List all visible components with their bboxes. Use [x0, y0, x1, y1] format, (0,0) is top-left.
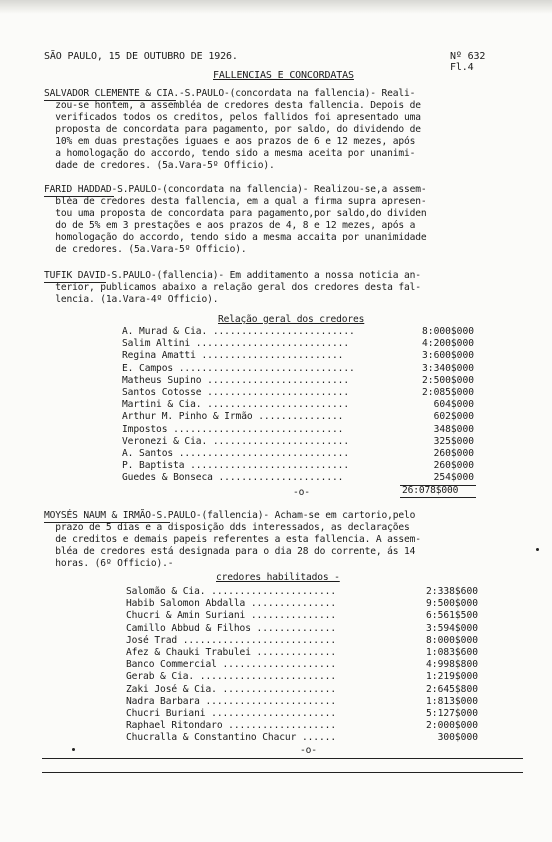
notice-line: verificados todos os creditos, pelos fallidos foi apresentado uma — [44, 112, 421, 123]
creditor-row — [0, 387, 552, 399]
creditor-name: Matheus Supino ......................... — [122, 374, 350, 386]
creditor-name: Banco Commercial .................... — [126, 659, 337, 671]
creditor-name: Zaki José & Cia. .................... — [126, 683, 337, 695]
creditor-row — [0, 436, 552, 448]
creditor-amount: 1:219$000 — [426, 671, 478, 683]
creditor-name: Impostos .............................. — [122, 423, 344, 435]
header-number: Nº 632 — [450, 51, 486, 62]
creditor-name: Habib Salomon Abdalla ............... — [126, 598, 337, 610]
list-separator: -o- — [293, 487, 310, 498]
creditor-name: Nadra Barbara ....................... — [126, 695, 337, 707]
creditor-row — [0, 671, 552, 683]
bottom-rule — [42, 772, 523, 773]
creditor-name: A. Murad & Cia. ......................... — [122, 326, 355, 337]
creditor-amount: 604$000 — [433, 399, 474, 411]
creditor-row — [0, 326, 552, 338]
creditor-row — [0, 623, 552, 635]
creditor-name: A. Santos .............................. — [122, 448, 350, 459]
creditor-name: Raphael Ritondaro ................... — [126, 720, 337, 732]
creditor-row — [0, 659, 552, 671]
creditor-row — [0, 610, 552, 622]
notice-line: MOYSÉS NAUM & IRMÃO-S.PAULO-(fallencia)- Acham-se em cartorio,pelo — [44, 510, 416, 521]
creditor-amount: 260$000 — [433, 448, 474, 459]
creditor-amount: 1:083$600 — [426, 647, 478, 658]
creditor-row — [0, 375, 552, 387]
notice-line: FARID HADDAD-S.PAULO-(concordata na fallencia)- Realizou-se,a assem- — [44, 184, 427, 195]
creditors-total: 26:078$000 — [402, 485, 459, 496]
creditor-name: Regina Amatti ......................... — [122, 350, 344, 362]
creditor-amount: 6:561$500 — [426, 610, 478, 622]
creditor-row — [0, 424, 552, 436]
creditor-amount: 2:085$000 — [422, 387, 474, 398]
creditor-row — [0, 460, 552, 472]
header-date: SÃO PAULO, 15 DE OUTUBRO DE 1926. — [44, 51, 238, 62]
notice-line: de creditos e demais papeis referentes a esta fallencia. A assem- — [44, 534, 421, 545]
creditor-name: Salim Altini ........................... — [122, 338, 350, 350]
creditor-name: E. Campos ............................... — [122, 362, 355, 374]
creditor-name: Guedes & Bonseca ...................... — [122, 472, 344, 484]
notice-line: tou uma proposta de concordata para pagamento,por saldo,do dividen — [44, 208, 427, 219]
notice-line: bléa de credores desta fallencia, em a qual a firma supra apresen- — [44, 196, 427, 207]
name-underline — [44, 522, 170, 523]
creditor-row — [0, 448, 552, 460]
scan-mark — [72, 748, 75, 751]
creditor-name: Chucri & Amin Suriani ............... — [126, 610, 337, 622]
notice-line: de credores. (5a.Vara-5º Officio). — [44, 244, 247, 255]
creditor-row — [0, 472, 552, 484]
section-title: FALLENCIAS E CONCORDATAS — [213, 70, 354, 81]
list-separator: -o- — [300, 745, 317, 756]
creditor-amount: 8:000$000 — [422, 326, 474, 337]
creditor-name: Chucri Buriani ...................... — [126, 708, 337, 719]
creditor-row — [0, 635, 552, 647]
creditor-amount: 254$000 — [433, 472, 474, 484]
creditor-row — [0, 696, 552, 708]
notice-line: terior, publicamos abaixo a relação geral dos credores desta fal- — [44, 282, 421, 293]
creditor-amount: 3:340$000 — [422, 362, 474, 374]
creditor-amount: 4:998$800 — [426, 659, 478, 671]
notice-line: proposta de concordata para pagamento, por saldo, do dividendo de — [44, 124, 421, 135]
creditor-row — [0, 598, 552, 610]
scan-mark — [536, 548, 539, 551]
creditor-row — [0, 350, 552, 362]
notice-line: horas. (6º Officio).- — [44, 558, 174, 569]
creditor-amount: 9:500$000 — [426, 598, 478, 610]
creditor-amount: 348$000 — [433, 423, 474, 435]
creditor-row — [0, 586, 552, 598]
creditor-name: Gerab & Cia. ........................ — [126, 671, 337, 683]
notice-line: lencia. (1a.Vara-4º Officio). — [44, 294, 219, 305]
creditor-name: Afez & Chauki Trabulei .............. — [126, 647, 337, 658]
notice-line: bléa de credores está designada para o dia 28 do corrente, ás 14 — [44, 546, 416, 557]
creditor-amount: 260$000 — [433, 460, 474, 472]
creditor-name: José Trad ........................... — [126, 634, 337, 646]
creditor-amount: 2:500$000 — [422, 374, 474, 386]
notice-line: prazo de 5 dias e a disposição dds interessados, as declarações — [44, 522, 410, 533]
creditor-name: Martini & Cia. ......................... — [122, 399, 350, 411]
creditors-list-title: Relação geral dos credores — [218, 314, 365, 325]
notice-line: dade de credores. (5a.Vara-5º Officio). — [44, 160, 275, 171]
creditor-row — [0, 411, 552, 423]
creditor-amount: 2:338$600 — [426, 586, 478, 597]
creditors-list-title: credores habilitados - — [216, 572, 340, 583]
creditor-row — [0, 399, 552, 411]
creditor-amount: 4:200$000 — [422, 338, 474, 350]
bottom-rule — [42, 758, 523, 759]
name-underline — [44, 100, 176, 101]
creditor-row — [0, 647, 552, 659]
notice-line: do de 5% em 3 prestações e aos prazos de 4, 8 e 12 mezes, após a — [44, 220, 416, 231]
creditor-amount: 300$000 — [437, 732, 478, 744]
notice-line: TUFIK DAVID-S.PAULO-(fallencia)- Em additamento a nossa noticia an- — [44, 270, 421, 281]
creditor-row — [0, 684, 552, 696]
creditor-name: Camillo Abbud & Filhos .............. — [126, 622, 337, 634]
creditor-row — [0, 720, 552, 732]
creditor-name: Santos Cotosse ......................... — [122, 387, 350, 398]
creditor-row — [0, 363, 552, 375]
creditor-amount: 3:594$000 — [426, 622, 478, 634]
creditor-amount: 325$000 — [433, 435, 474, 447]
creditor-amount: 8:000$000 — [426, 634, 478, 646]
creditor-amount: 2:645$800 — [426, 683, 478, 695]
creditor-row — [0, 732, 552, 744]
creditor-name: Arthur M. Pinho & Irmão ............... — [122, 411, 344, 423]
name-underline — [44, 196, 114, 197]
creditor-amount: 3:600$000 — [422, 350, 474, 362]
creditor-row — [0, 708, 552, 720]
creditor-amount: 5:127$000 — [426, 708, 478, 719]
notice-line: SALVADOR CLEMENTE & CIA.-S.PAULO-(concordata na fallencia)- Reali- — [44, 88, 416, 99]
notice-line: homologação do accordo, tendo sido a mesma accaita por unanimidade — [44, 232, 427, 243]
notice-line: zou-se hontem, a assembléa de credores desta fallencia. Depois de — [44, 100, 421, 111]
creditor-name: Salomão & Cia. ...................... — [126, 586, 337, 597]
creditor-amount: 2:000$000 — [426, 720, 478, 732]
creditor-name: P. Baptista ............................ — [122, 460, 350, 472]
header-sheet: Fl.4 — [450, 62, 474, 73]
creditor-row — [0, 338, 552, 350]
creditor-name: Chucralla & Constantino Chacur ...... — [126, 732, 337, 744]
name-underline — [44, 282, 106, 283]
creditor-amount: 602$000 — [433, 411, 474, 423]
creditor-amount: 1:813$000 — [426, 695, 478, 707]
notice-line: 10% em duas prestações iguaes e aos prazos de 6 e 12 mezes, após — [44, 136, 416, 147]
notice-line: a homologação do accordo, tendo sido a mesma aceita por unanimi- — [44, 148, 416, 159]
creditor-name: Veronezi & Cia. ........................ — [122, 435, 350, 447]
scan-edge-shadow — [0, 0, 552, 14]
